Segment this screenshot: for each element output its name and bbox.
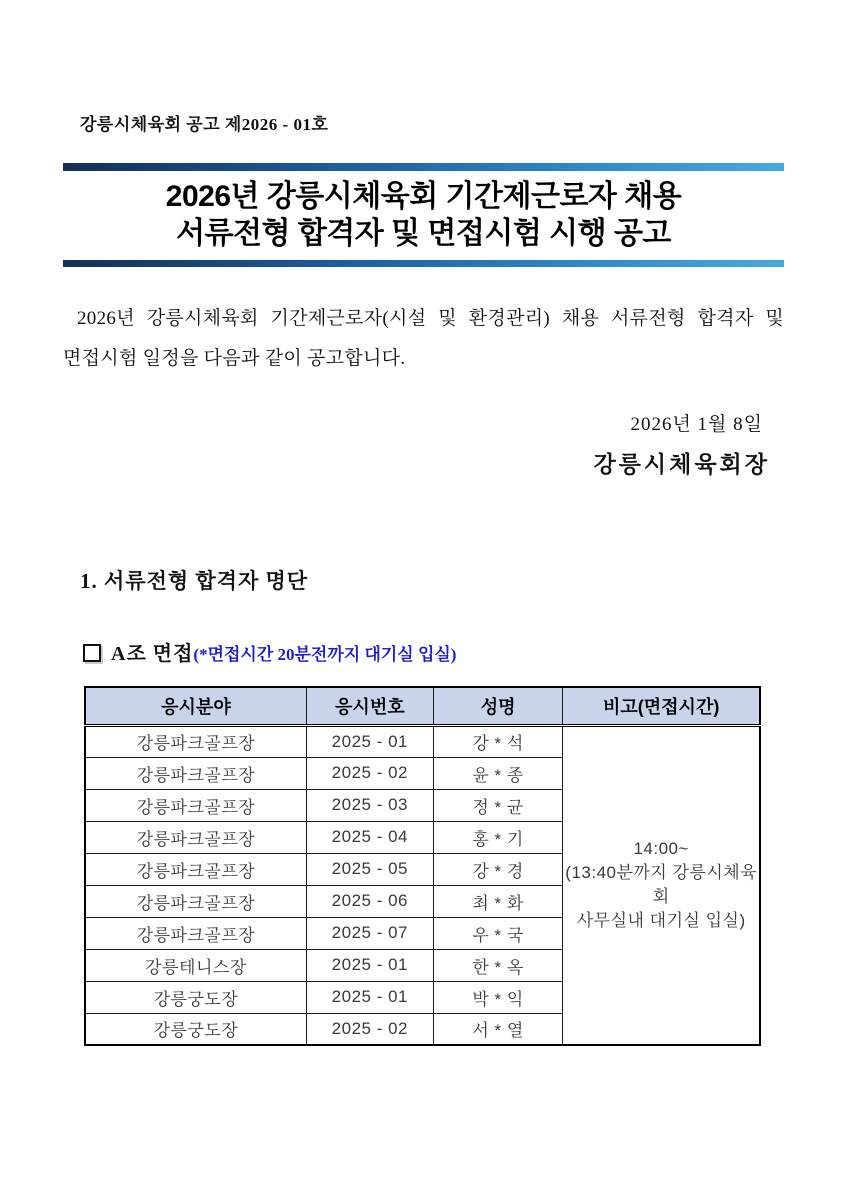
cell-number: 2025 - 07 bbox=[306, 917, 433, 949]
page-title-line1: 2026년 강릉시체육회 기간제근로자 채용 bbox=[165, 180, 682, 213]
cell-field: 강릉파크골프장 bbox=[85, 821, 306, 853]
title-banner bbox=[63, 163, 784, 267]
table-row bbox=[85, 725, 760, 757]
cell-field: 강릉테니스장 bbox=[85, 949, 306, 981]
cell-name: 최 * 화 bbox=[433, 885, 563, 917]
signoff-block bbox=[63, 409, 784, 479]
cell-field: 강릉파크골프장 bbox=[85, 789, 306, 821]
cell-field: 강릉파크골프장 bbox=[85, 917, 306, 949]
group-a-note: (*면접시간 20분전까지 대기실 입실) bbox=[193, 645, 457, 664]
cell-field: 강릉궁도장 bbox=[85, 981, 306, 1013]
cell-number: 2025 - 05 bbox=[306, 853, 433, 885]
note-line3: 사무실내 대기실 입실) bbox=[576, 911, 746, 931]
applicants-table bbox=[84, 686, 761, 1046]
cell-field: 강릉궁도장 bbox=[85, 1013, 306, 1045]
cell-name: 서 * 열 bbox=[433, 1013, 563, 1045]
cell-name: 윤 * 종 bbox=[433, 757, 563, 789]
page-title bbox=[63, 171, 784, 254]
cell-number: 2025 - 02 bbox=[306, 1013, 433, 1045]
title-bottom-bar bbox=[63, 260, 784, 267]
cell-name: 우 * 국 bbox=[433, 917, 563, 949]
group-a-line bbox=[83, 637, 784, 666]
cell-field: 강릉파크골프장 bbox=[85, 757, 306, 789]
header-name: 성명 bbox=[433, 687, 563, 725]
cell-number: 2025 - 01 bbox=[306, 725, 433, 757]
cell-number: 2025 - 02 bbox=[306, 757, 433, 789]
announcement-date: 2026년 1월 8일 bbox=[630, 414, 763, 435]
cell-name: 한 * 옥 bbox=[433, 949, 563, 981]
table-body bbox=[85, 725, 760, 1045]
header-field: 응시분야 bbox=[85, 687, 306, 725]
cell-name: 강 * 경 bbox=[433, 853, 563, 885]
cell-number: 2025 - 03 bbox=[306, 789, 433, 821]
notice-number: 강릉시체육회 공고 제2026 - 01호 bbox=[80, 115, 329, 134]
cell-name: 정 * 균 bbox=[433, 789, 563, 821]
cell-number: 2025 - 01 bbox=[306, 949, 433, 981]
title-top-bar bbox=[63, 163, 784, 171]
cell-number: 2025 - 04 bbox=[306, 821, 433, 853]
cell-name: 홍 * 기 bbox=[433, 821, 563, 853]
header-number: 응시번호 bbox=[306, 687, 433, 725]
cell-name: 박 * 익 bbox=[433, 981, 563, 1013]
cell-name: 강 * 석 bbox=[433, 725, 563, 757]
cell-field: 강릉파크골프장 bbox=[85, 853, 306, 885]
cell-number: 2025 - 01 bbox=[306, 981, 433, 1013]
page-title-line2: 서류전형 합격자 및 면접시험 시행 공고 bbox=[176, 217, 671, 250]
note-line2: (13:40분까지 강릉시체육회 bbox=[565, 863, 758, 907]
group-a-label: A조 면접 bbox=[111, 643, 194, 665]
note-line1: 14:00~ bbox=[633, 839, 689, 859]
announcement-paragraph: 2026년 강릉시체육회 기간제근로자(시설 및 환경관리) 채용 서류전형 합격자 및 면접시험 일정을 다음과 같이 공고합니다. bbox=[63, 308, 784, 369]
cell-field: 강릉파크골프장 bbox=[85, 885, 306, 917]
checkbox-square-icon bbox=[83, 644, 101, 662]
interview-time-note-cell bbox=[563, 725, 760, 1045]
section-1-heading: 1. 서류전형 합격자 명단 bbox=[80, 569, 309, 593]
cell-number: 2025 - 06 bbox=[306, 885, 433, 917]
header-note: 비고(면접시간) bbox=[563, 687, 760, 725]
table-header-row bbox=[85, 687, 760, 725]
signer-name: 강릉시체육회장 bbox=[593, 452, 770, 477]
cell-field: 강릉파크골프장 bbox=[85, 725, 306, 757]
